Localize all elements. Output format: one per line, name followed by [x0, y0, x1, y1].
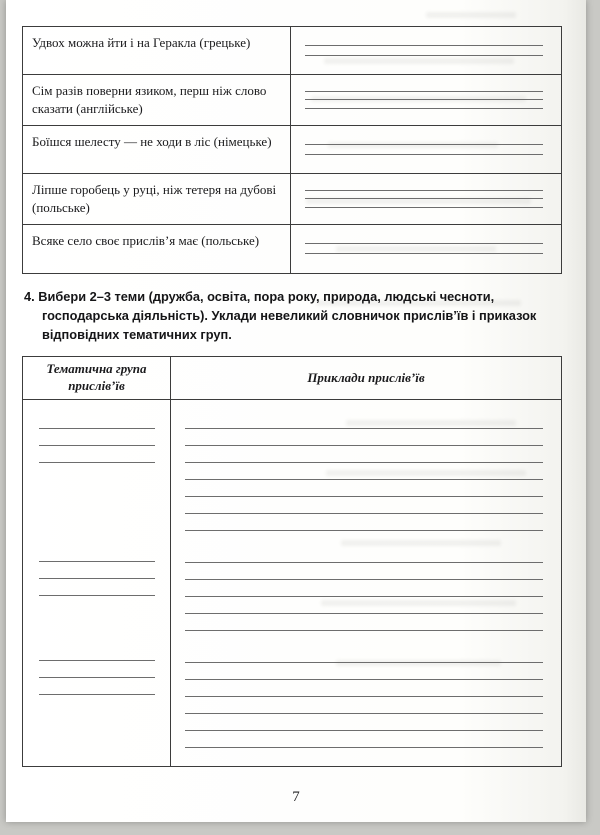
table-row [23, 174, 561, 225]
writing-line [39, 429, 155, 446]
proverb-cell [23, 174, 291, 224]
table-row [23, 75, 561, 126]
table-row [23, 225, 561, 273]
theme-column [23, 400, 171, 766]
writing-line [39, 412, 155, 429]
themes-table-body [23, 400, 561, 766]
writing-line [39, 562, 155, 579]
writing-line [39, 661, 155, 678]
proverb-cell [23, 75, 291, 125]
writing-line [185, 546, 543, 563]
answer-lines-cell [291, 174, 561, 224]
writing-line [185, 446, 543, 463]
writing-line [305, 108, 543, 109]
proverb-text: Ліпше горобець у руці, ніж тетеря на дубові (польське) [32, 181, 277, 216]
table-row [23, 27, 561, 75]
writing-line [39, 446, 155, 463]
proverb-text: Удвох можна йти і на Геракла (грецьке) [32, 35, 251, 50]
page-number: 7 [292, 789, 300, 805]
writing-line [305, 243, 543, 244]
themes-table [22, 356, 562, 767]
proverb-cell [23, 225, 291, 273]
task-4-instruction [24, 287, 562, 345]
examples-blank-group [185, 546, 543, 631]
workbook-page [6, 0, 586, 822]
proverb-text: Сім разів поверни язиком, перш ніж слово сказати (англійське) [32, 83, 267, 117]
answer-lines-cell [291, 225, 561, 273]
proverb-text: Всяке село своє прислів’я має (польське) [32, 232, 260, 248]
writing-line [305, 154, 543, 155]
writing-line [305, 45, 543, 46]
writing-line [39, 644, 155, 661]
writing-line [305, 253, 543, 254]
writing-line [185, 412, 543, 429]
answer-lines-cell [291, 27, 561, 74]
theme-blank-group [39, 412, 155, 463]
task-text: Вибери 2–3 теми (дружба, освіта, пора року, природа, людські чесноти, господарська діяльність). Уклади невеликий словничок прислів’їв і приказок відповідних тематичних груп. [38, 288, 537, 343]
themes-table-header [23, 357, 561, 400]
theme-blank-group [39, 545, 155, 596]
writing-line [185, 714, 543, 731]
examples-blank-group [185, 412, 543, 531]
writing-line [185, 480, 543, 497]
writing-line [305, 144, 543, 145]
writing-line [305, 55, 543, 56]
task-number: 4. [24, 288, 35, 304]
examples-blank-group [185, 646, 543, 748]
writing-line [305, 99, 543, 100]
writing-line [185, 563, 543, 580]
answer-lines-cell [291, 75, 561, 125]
proverb-cell [23, 27, 291, 74]
bleed-through-artifact [426, 12, 516, 18]
writing-line [185, 463, 543, 480]
writing-line [305, 91, 543, 92]
writing-line [305, 190, 543, 191]
writing-line [185, 497, 543, 514]
writing-line [185, 663, 543, 680]
writing-line [39, 678, 155, 695]
writing-line [185, 597, 543, 614]
writing-line [185, 680, 543, 697]
column-header-examples: Приклади прислів’їв [307, 369, 425, 385]
examples-column [171, 400, 561, 766]
writing-line [185, 614, 543, 631]
writing-line [185, 731, 543, 748]
writing-line [39, 579, 155, 596]
answer-lines-cell [291, 126, 561, 173]
writing-line [185, 697, 543, 714]
theme-blank-group [39, 644, 155, 695]
table-row [23, 126, 561, 174]
page-content [22, 26, 562, 767]
proverbs-table [22, 26, 562, 274]
proverb-text: Боїшся шелесту — не ходи в ліс (німецьке) [32, 133, 272, 149]
writing-line [185, 429, 543, 446]
writing-line [185, 646, 543, 663]
writing-line [305, 207, 543, 208]
writing-line [305, 198, 543, 199]
writing-line [185, 514, 543, 531]
writing-line [185, 580, 543, 597]
column-header-theme: Тематична група прислів’їв [23, 357, 171, 399]
writing-line [39, 545, 155, 562]
proverb-cell [23, 126, 291, 173]
